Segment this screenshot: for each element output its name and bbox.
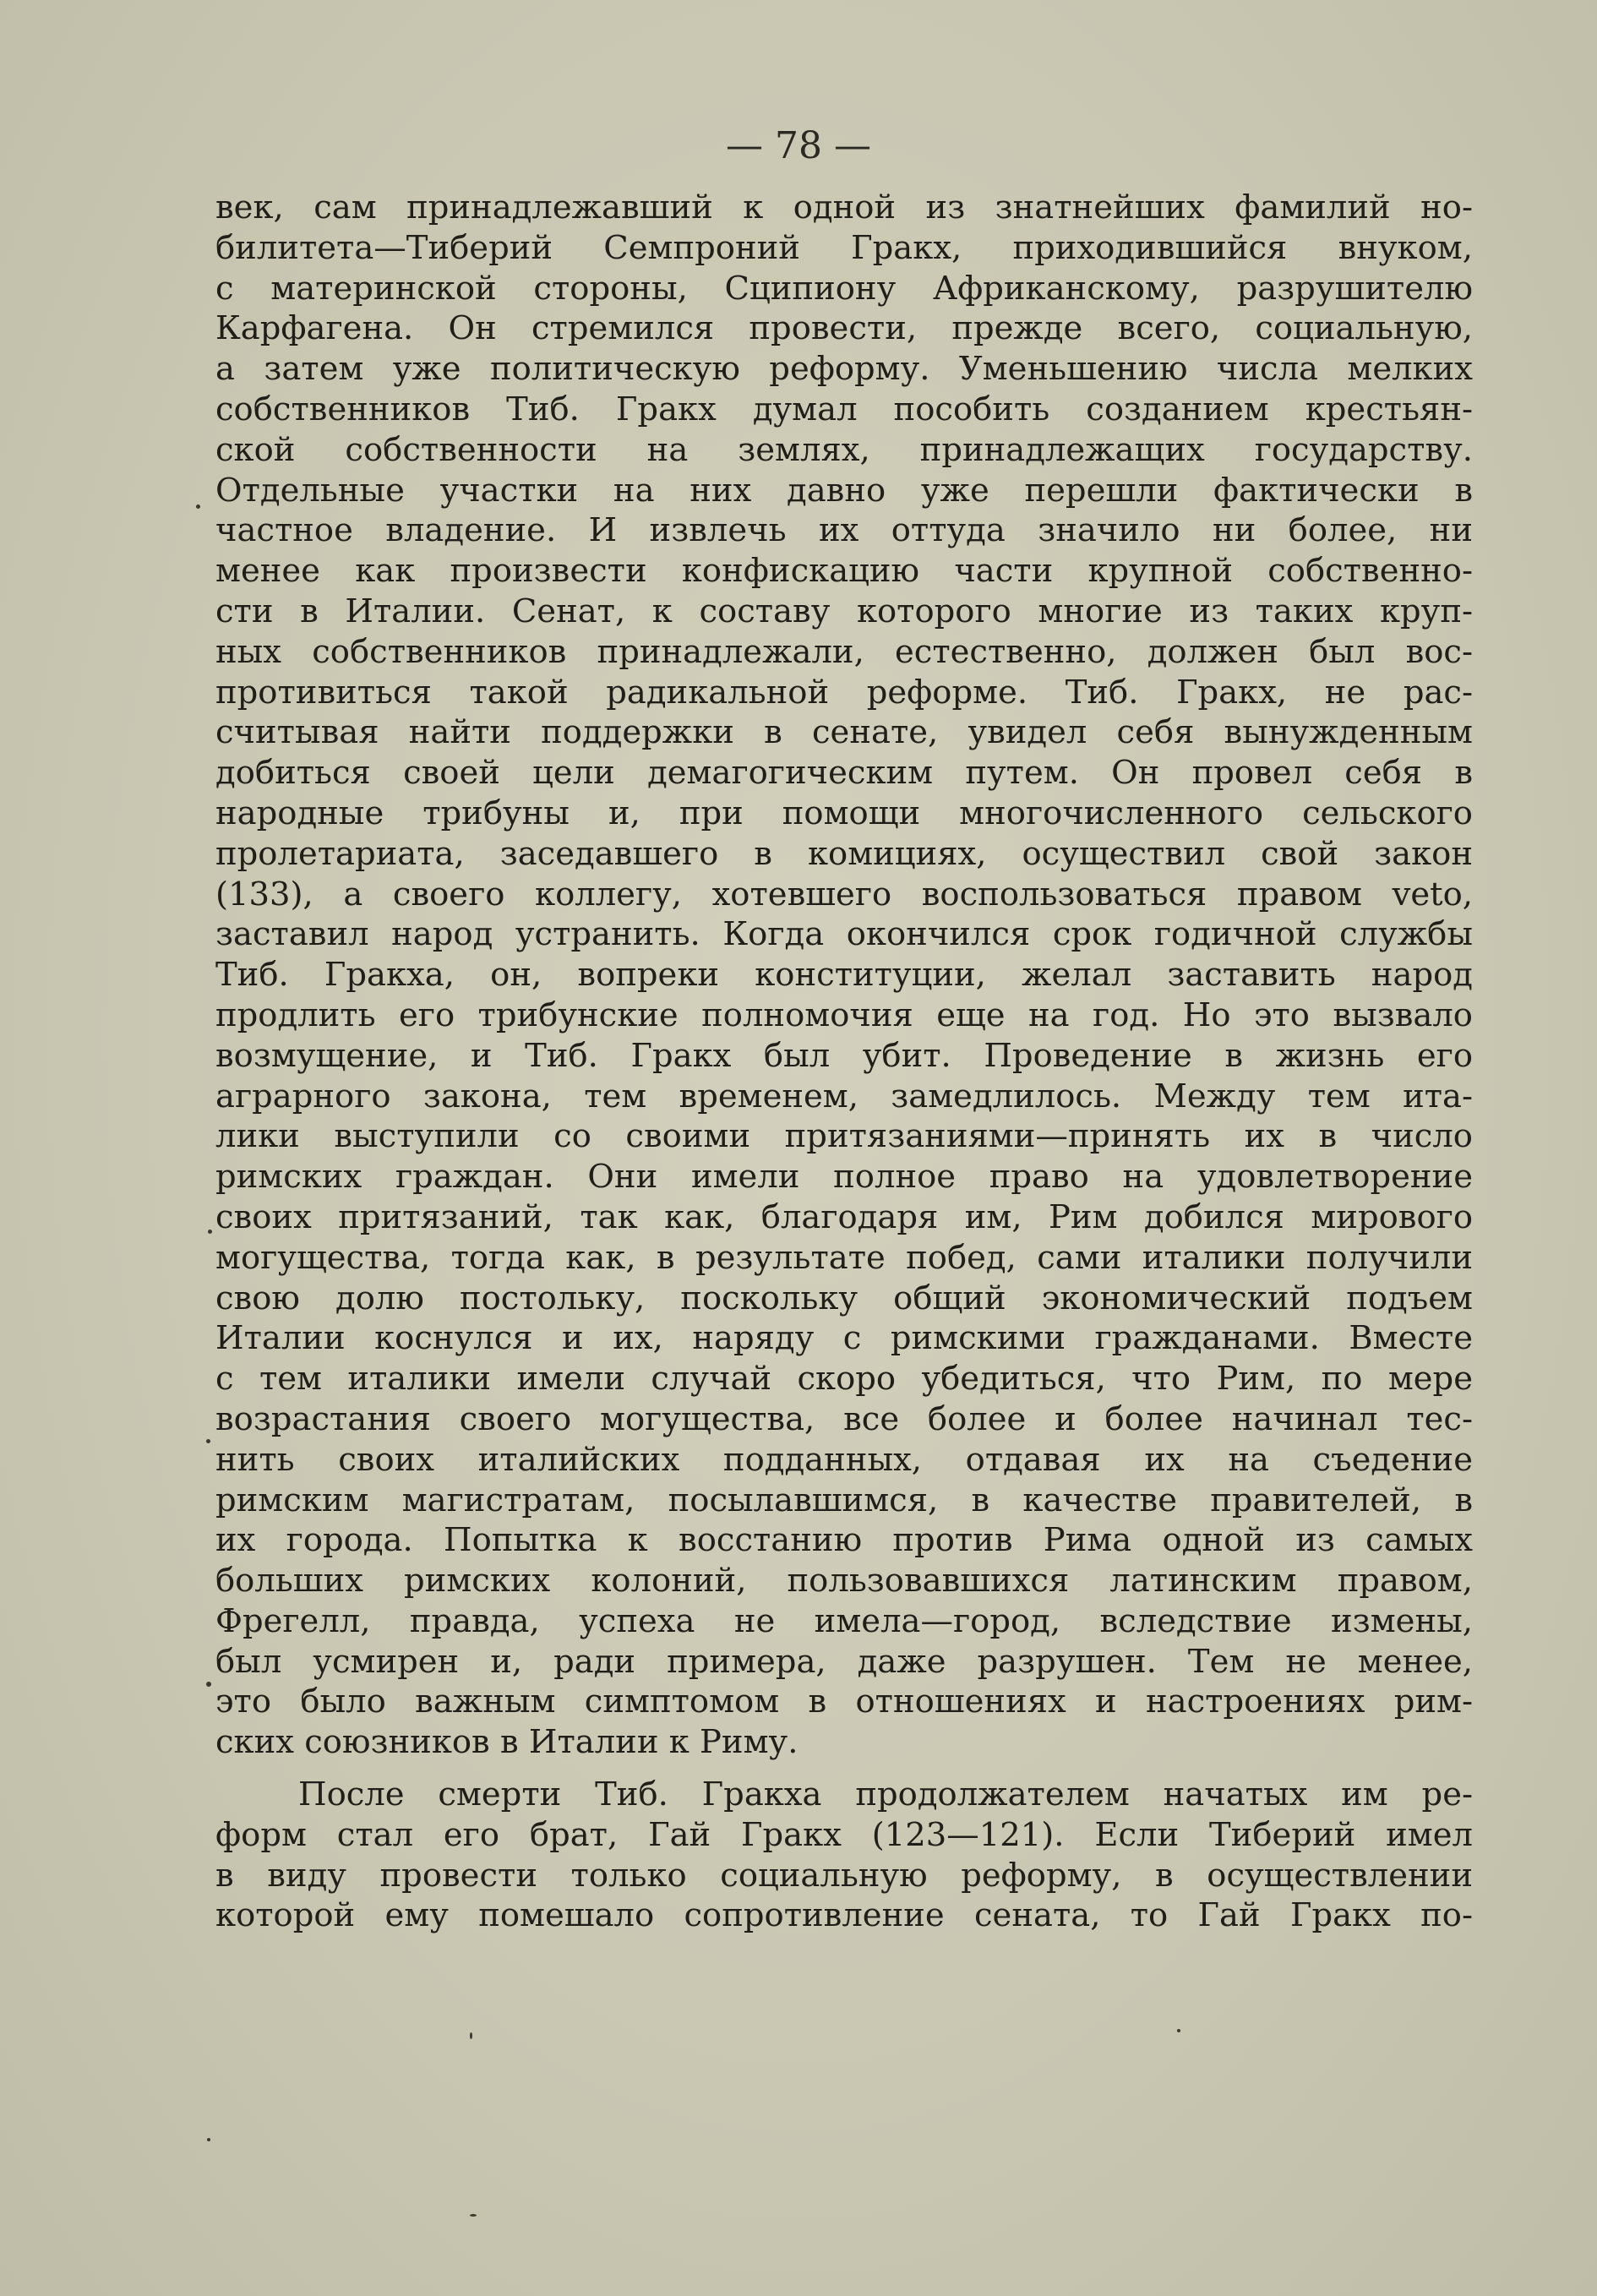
paper-speck [207,2138,210,2141]
text-line: билитета—Тиберий Семпроний Гракх, приходившийся внуком, [215,228,1473,267]
text-line: После смерти Тиб. Гракха продолжателем начатых им ре- [298,1775,1473,1814]
text-line: возмущение, и Тиб. Гракх был убит. Проведение в жизнь его [215,1036,1473,1075]
paper-speck [206,1439,210,1443]
text-line: заставил народ устранить. Когда окончился срок годичной службы [215,915,1473,954]
text-line: считывая найти поддержки в сенате, увидел себя вынужденным [215,713,1473,752]
text-line: менее как произвести конфискацию части крупной собственно- [215,552,1473,591]
paper-speck [206,1682,211,1687]
paragraph-gap [215,1763,1473,1775]
text-line: Тиб. Гракха, он, вопреки конституции, желал заставить народ [215,956,1473,995]
text-line: Карфагена. Он стремился провести, прежде всего, социальную, [215,309,1473,348]
text-line: а затем уже политическую реформу. Уменьшению числа мелких [215,350,1473,389]
text-line: век, сам принадлежавший к одной из знатнейших фамилий но- [215,188,1473,226]
text-line: частное владение. И извлечь их оттуда значило ни более, ни [215,511,1473,550]
text-line: больших римских колоний, пользовавшихся латинским правом, [215,1562,1473,1601]
text-line: форм стал его брат, Гай Гракх (123—121). Если Тиберий имел [215,1815,1473,1854]
text-line: был усмирен и, ради примера, даже разрушен. Тем не менее, [215,1642,1473,1681]
text-line: которой ему помешало сопротивление сената, то Гай Гракх по- [215,1896,1473,1935]
text-line: возрастания своего могущества, все более и более начинал тес- [215,1399,1473,1438]
page-body [215,188,1473,1936]
paper-speck [196,504,200,509]
text-line: добиться своей цели демагогическим путем. Он провел себя в [215,754,1473,793]
text-line: их города. Попытка к восстанию против Рима одной из самых [215,1521,1473,1560]
text-line: римских граждан. Они имели полное право на удовлетворение [215,1158,1473,1197]
page-number: — 78 — [726,124,871,167]
text-line: ных собственников принадлежали, естественно, должен был вос- [215,632,1473,671]
text-line: Италии коснулся и их, наряду с римскими гражданами. Вместе [215,1319,1473,1358]
text-line: это было важным симптомом в отношениях и настроениях рим- [215,1682,1473,1721]
text-line: римским магистратам, посылавшимся, в качестве правителей, в [215,1481,1473,1519]
text-line: Фрегелл, правда, успеха не имела—город, вследствие измены, [215,1601,1473,1640]
text-line: нить своих италийских подданных, отдавая их на съедение [215,1440,1473,1479]
paragraph-1 [215,188,1473,1763]
text-line: свою долю постольку, поскольку общий экономический подъем [215,1279,1473,1317]
text-line: народные трибуны и, при помощи многочисленного сельского [215,794,1473,832]
text-line: (133), а своего коллегу, хотевшего воспользоваться правом veto, [215,875,1473,913]
paper-speck [208,1230,212,1234]
text-line: Отдельные участки на них давно уже перешли фактически в [215,471,1473,510]
text-line: своих притязаний, так как, благодаря им, Рим добился мирового [215,1197,1473,1236]
text-line: могущества, тогда как, в результате побед, сами италики получили [215,1238,1473,1277]
paragraph-2 [215,1775,1473,1936]
text-line: в виду провести только социальную реформу, в осуществлении [215,1856,1473,1895]
text-line: лики выступили со своими притязаниями—принять их в число [215,1117,1473,1156]
text-line: противиться такой радикальной реформе. Тиб. Гракх, не рас- [215,673,1473,712]
paper-speck [470,2032,472,2039]
text-line: сти в Италии. Сенат, к составу которого многие из таких круп- [215,592,1473,630]
paper-speck [470,2214,477,2217]
text-line: аграрного закона, тем временем, замедлилось. Между тем ита- [215,1077,1473,1115]
text-line: продлить его трибунские полномочия еще на год. Но это вызвало [215,995,1473,1034]
text-line: пролетариата, заседавшего в комициях, осуществил свой закон [215,834,1473,873]
text-line: ских союзников в Италии к Риму. [215,1723,798,1762]
text-line: ской собственности на землях, принадлежащих государству. [215,430,1473,469]
paper-speck [1177,2029,1180,2032]
text-line: с материнской стороны, Сципиону Африканскому, разрушителю [215,269,1473,308]
text-line: с тем италики имели случай скоро убедиться, что Рим, по мере [215,1360,1473,1399]
text-line: собственников Тиб. Гракх думал пособить созданием крестьян- [215,390,1473,428]
